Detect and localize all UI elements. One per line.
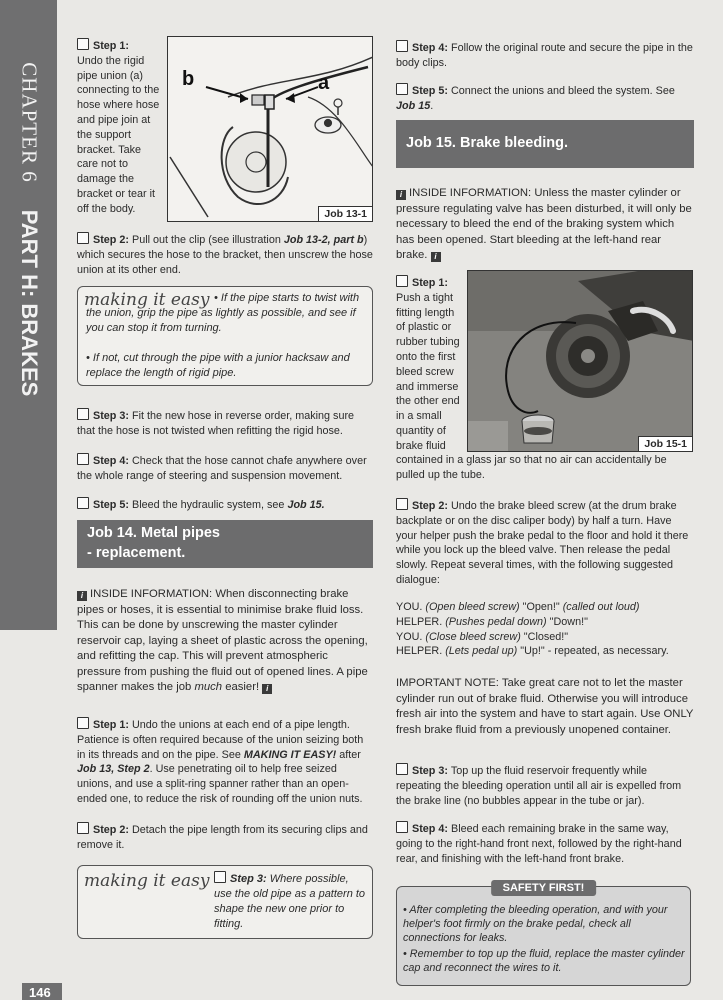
job14-step2-block: Step 2: Detach the pipe length from its securing clips and remove it. (77, 824, 368, 851)
info-icon: i (431, 252, 441, 262)
dialogue-line: YOU. (Close bleed screw) "Closed!" (396, 630, 569, 643)
checkbox-icon[interactable] (77, 38, 89, 50)
brake-bleeding-photo (468, 271, 693, 452)
job15-step3-block: Step 3: Top up the fluid reservoir frequently while repeating the bleeding operation until all air is expelled from the brake line (no bubbles appear in the tube or jar). (396, 765, 682, 807)
step3-block: Step 3: Fit the new hose in reverse order, making sure that the hose is not twisted when refitting the rigid hose. (77, 410, 355, 437)
checkbox-icon[interactable] (77, 717, 89, 729)
figure-caption: Job 15-1 (638, 436, 692, 451)
step-label: Step 1: (93, 40, 129, 52)
info-icon: i (262, 684, 272, 694)
checkbox-icon[interactable] (77, 408, 89, 420)
checkbox-icon[interactable] (214, 871, 226, 883)
making-it-easy-tip-1: • If the pipe starts to twist with the union, grip the pipe as lightly as possible, and see if you can stop it from turning. (86, 292, 360, 334)
step4-block: Step 4: Check that the hose cannot chafe anywhere over the whole range of steering and suspension movement. (77, 455, 367, 482)
dialogue-block (396, 600, 694, 659)
checkbox-icon[interactable] (77, 453, 89, 465)
safety-tip-2: • Remember to top up the fluid, replace the master cylinder cap and reconnect the wires to it. (403, 948, 685, 974)
dialogue-line: HELPER. (Pushes pedal down) "Down!" (396, 615, 588, 628)
dialogue-line: YOU. (Open bleed screw) "Open!" (called out loud) (396, 601, 640, 613)
job15-step2-block: Step 2: Undo the brake bleed screw (at the drum brake backplate or on the disc caliper body) by half a turn. Have your helper push the brake pedal to the floor and hold it there while you lock up the bleed valve. Then release the pedal slowly. Repeat several times, with the following suggested dialogue: (396, 500, 689, 586)
checkbox-icon[interactable] (77, 822, 89, 834)
job15-step1-block: Step 1: Push a tight fitting length of plastic or rubber tubing onto the first bleed screw and immerse the other end in a small quantity of brake fluid (396, 277, 460, 452)
making-it-easy-box-2 (77, 865, 373, 939)
page-number: 146 (22, 983, 62, 1000)
job15-header: Job 15. Brake bleeding. (396, 120, 694, 168)
safety-title: SAFETY FIRST! (491, 880, 597, 896)
job14-header: Job 14. Metal pipes - replacement. (77, 520, 373, 568)
job14-step1-block: Step 1: Undo the unions at each end of a pipe length. Patience is often required because of the union seizing both in its threads and on the pipe. See MAKING IT EASY! after Job 13, Step 2. Use penetrating oil to help free seized unions, and use a split-ring spanner rather than an open-ended one, to reduce the risk of rounding off the union nuts. (77, 719, 364, 805)
making-it-easy-box (77, 286, 373, 386)
step2-block: Step 2: Pull out the clip (see illustration Job 13-2, part b) which secures the hose to the bracket, then unscrew the hose union at its other end. (77, 234, 373, 276)
callout-b: b (182, 68, 195, 90)
job14-info: i INSIDE INFORMATION: When disconnecting brake pipes or hoses, it is essential to minimise brake fluid loss. This can be done by unscrewing the master cylinder reservoir cap, laying a sheet of plastic across the opening, and refitting the cap. This will prevent atmospheric pressure from pushing the fluid out of opened lines. A pipe spanner makes the job much easier! i (77, 588, 368, 693)
figure-job-13-1 (167, 36, 373, 222)
making-it-easy-step: Step 3: Where possible, use the old pipe as a pattern to shape the new one prior to fitting. (214, 873, 366, 930)
checkbox-icon[interactable] (396, 821, 408, 833)
step5-block: Step 5: Bleed the hydraulic system, see Job 15. (77, 497, 373, 513)
checkbox-icon[interactable] (77, 497, 89, 509)
right-step5-block: Step 5: Connect the unions and bleed the system. See Job 15. (396, 85, 675, 112)
checkbox-icon[interactable] (396, 40, 408, 52)
chapter-sidebar (0, 0, 57, 630)
brake-hose-illustration (168, 37, 373, 222)
figure-job-15-1 (467, 270, 693, 452)
checkbox-icon[interactable] (77, 232, 89, 244)
callout-a: a (318, 72, 330, 94)
step1-text: Undo the rigid pipe union (a) connecting to the hose where hose and pipe join at the support bracket. Take care not to damage the bracket or tear it off the body. (77, 54, 160, 215)
making-it-easy-tip-2: • If not, cut through the pipe with a junior hacksaw and replace the length of rigid pipe. (86, 352, 350, 379)
checkbox-icon[interactable] (396, 275, 408, 287)
checkbox-icon[interactable] (396, 83, 408, 95)
chapter-label: CHAPTER 6 (17, 62, 41, 183)
job15-step4-block: Step 4: Bleed each remaining brake in the same way, going to the right-hand front next, followed by the right-hand rear, and finishing with the left-hand front brake. (396, 823, 682, 865)
info-icon: i (396, 190, 406, 200)
making-it-easy-logo: making it easy (84, 290, 210, 310)
safety-tip-1: • After completing the bleeding operation, and with your helper's foot firmly on the brake pedal, check all connections for leaks. (403, 904, 668, 944)
figure-caption: Job 13-1 (318, 206, 372, 221)
step1-block (77, 38, 162, 217)
making-it-easy-logo: making it easy (84, 871, 210, 891)
right-step4-block: Step 4: Follow the original route and secure the pipe in the body clips. (396, 42, 693, 69)
job15-step1-cont: contained in a glass jar so that no air can accidentally be pulled up the tube. (396, 454, 667, 481)
part-label: PART H: BRAKES (16, 209, 42, 397)
safety-first-box (396, 882, 691, 986)
job15-info: i INSIDE INFORMATION: Unless the master cylinder or pressure regulating valve has been disturbed, it will only be necessary to bleed the end of the braking system which has been opened. Start bleeding at the left-hand rear brake. i (396, 187, 692, 261)
info-icon: i (77, 591, 87, 601)
checkbox-icon[interactable] (396, 763, 408, 775)
important-note: IMPORTANT NOTE: Take great care not to let the master cylinder run out of brake fluid. Otherwise you will introduce fresh air into the system and have to start again. Use ONLY fresh brake fluid from a previously unopened container. (396, 677, 694, 736)
dialogue-line: HELPER. (Lets pedal up) "Up!" - repeated, as necessary. (396, 645, 669, 658)
checkbox-icon[interactable] (396, 498, 408, 510)
